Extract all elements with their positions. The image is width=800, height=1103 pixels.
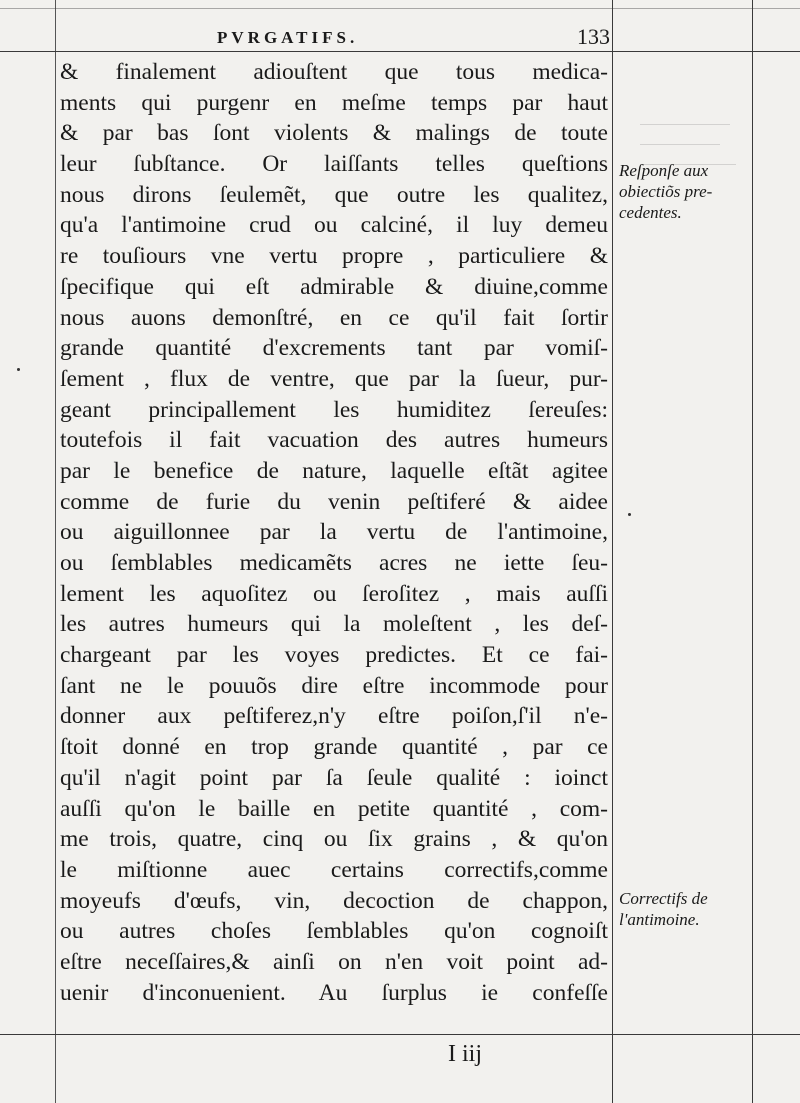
text-line: chargeant par les voyes predictes. Et ce fai- bbox=[60, 642, 608, 669]
text-line: lement les aquoſitez ou ſeroſitez , mais auſſi bbox=[60, 580, 608, 607]
text-line: moyeufs d'œufs, vin, decoction de chappon, bbox=[60, 887, 608, 914]
page-header bbox=[60, 24, 610, 52]
margin-note-line: cedentes. bbox=[619, 203, 682, 222]
footer-rule bbox=[0, 1034, 800, 1035]
margin-note-line: l'antimoine. bbox=[619, 910, 700, 929]
text-line: re touſiours vne vertu propre , particuliere & bbox=[60, 243, 608, 270]
text-line: & finalement adiouſtent que tous medica- bbox=[60, 59, 608, 85]
margin-note-line: Reſponſe aux bbox=[619, 161, 709, 180]
running-title: PVRGATIFS. bbox=[217, 28, 359, 47]
text-line: nous auons demonſtré, en ce qu'il fait ſortir bbox=[60, 304, 608, 331]
text-line: comme de furie du venin peſtiferé & aidee bbox=[60, 488, 608, 515]
text-line: les autres humeurs qui la moleſtent , les deſ- bbox=[60, 611, 608, 638]
text-line: ments qui purgenr en meſme temps par haut bbox=[60, 89, 608, 116]
text-line: ou autres choſes ſemblables qu'on cognoiſt bbox=[60, 918, 608, 945]
text-line: nous dirons ſeulemẽt, que outre les qualitez, bbox=[60, 181, 608, 208]
margin-note-line: Correctifs de bbox=[619, 889, 708, 908]
text-line: le miſtionne auec certains correctifs,comme bbox=[60, 856, 608, 883]
ink-speck bbox=[628, 513, 631, 516]
text-line: leur ſubſtance. Or laiſſants telles queſtions bbox=[60, 151, 608, 178]
text-line: eſtre neceſſaires,& ainſi on n'en voit point ad- bbox=[60, 948, 608, 975]
text-line: geant principallement les humiditez ſereuſes: bbox=[60, 396, 608, 423]
ink-speck bbox=[17, 368, 20, 371]
text-line: ſpecifique qui eſt admirable & diuine,comme bbox=[60, 273, 608, 300]
signature-mark: I iij bbox=[448, 1041, 482, 1067]
text-line: ſtoit donné en trop grande quantité , par ce bbox=[60, 734, 608, 761]
margin-note-correctives bbox=[619, 888, 749, 930]
page-number: 133 bbox=[577, 24, 610, 49]
text-line: auſſi qu'on le baille en petite quantité , com- bbox=[60, 795, 608, 822]
margin-note-response bbox=[619, 160, 749, 223]
text-line: me trois, quatre, cinq ou ſix grains , & qu'on bbox=[60, 826, 608, 853]
text-line: toutefois il fait vacuation des autres humeurs bbox=[60, 427, 608, 454]
text-line: par le benefice de nature, laquelle eſtãt agitee bbox=[60, 457, 608, 484]
text-line: qu'a l'antimoine crud ou calciné, il luy demeu bbox=[60, 212, 608, 239]
text-line: ſement , flux de ventre, que par la ſueur, pur- bbox=[60, 365, 608, 392]
text-line: ou aiguillonnee par la vertu de l'antimoine, bbox=[60, 519, 608, 546]
main-text-block bbox=[60, 57, 608, 1008]
text-line: ou ſemblables medicamẽts acres ne iette ſeu- bbox=[60, 550, 608, 576]
text-margin-rule bbox=[612, 0, 613, 1103]
text-line: uenir d'inconuenient. Au ſurplus ie confeſſe bbox=[60, 979, 608, 1006]
text-line: ſant ne le pouuõs dire eſtre incommode pour bbox=[60, 672, 608, 699]
left-margin-rule bbox=[55, 0, 56, 1103]
text-line: & par bas ſont violents & malings de toute bbox=[60, 120, 608, 147]
page-edge-line bbox=[0, 8, 800, 9]
margin-note-line: obiectiõs pre- bbox=[619, 182, 713, 201]
text-line: grande quantité d'excrements tant par vomiſ- bbox=[60, 335, 608, 362]
text-line: qu'il n'agit point par ſa ſeule qualité : ioinct bbox=[60, 764, 608, 791]
text-line: donner aux peſtiferez,n'y eſtre poiſon,ſ'il n'e- bbox=[60, 703, 608, 730]
right-margin-rule bbox=[752, 0, 753, 1103]
